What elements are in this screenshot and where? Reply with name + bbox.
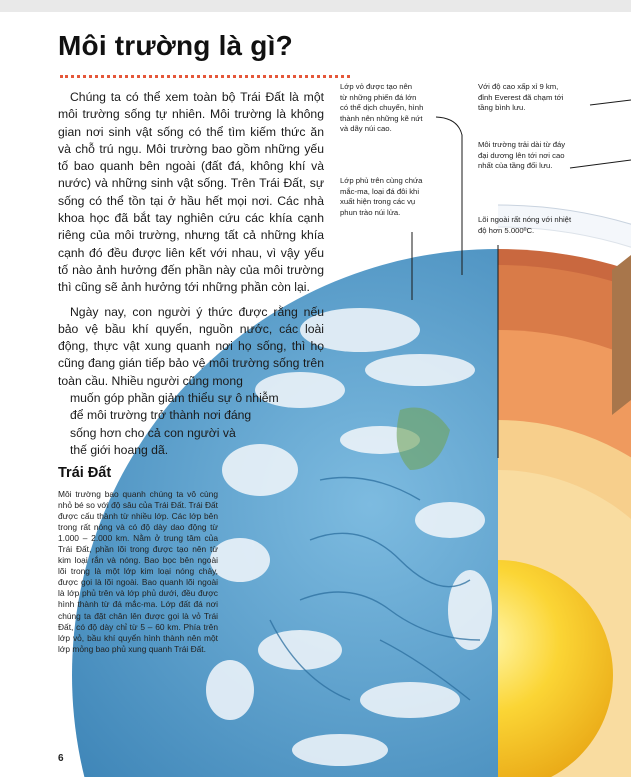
annotation-line: nhất của tầng đối lưu. (478, 161, 553, 170)
annotation-everest (478, 82, 598, 114)
intro-line: Nhiều người cũng mong (111, 373, 243, 388)
page-title: Môi trường là gì? (58, 30, 293, 61)
intro-paragraph-1: Chúng ta có thể xem toàn bộ Trái Đất là một môi trường sống tự nhiên. Môi trường là không gian nơi sinh vật sống có thể tìm kiếm thức ăn và chỗ trú ngụ. Môi trường bao gồm những yếu tố bao quanh bên ngoài (đất đá, không khí và nước) và những sinh vật sống. Trên Trái Đất, sự sống có thể tồn tại ở hầu hết mọi nơi. Các nhà khoa học đã bắt tay nghiên cứu các khía cạnh riêng của môi trường, nhưng tất cả những khía cạnh đó đều được liên kết với nhau, vì vậy yếu tố nào ảnh hưởng đến phần này của môi trường thì cũng sẽ ảnh hưởng tới những phần còn lại. (58, 90, 324, 295)
annotation-atmosphere (478, 140, 603, 172)
annotation-line: Với độ cao xấp xỉ 9 km, (478, 82, 559, 91)
annotation-line: có thể dịch chuyển, hình (340, 103, 424, 112)
annotation-line: từ những phiến đá lớn (340, 92, 417, 102)
annotation-line: tầng bình lưu. (478, 103, 526, 112)
annotation-line: đỉnh Everest đã chạm tới (478, 92, 564, 102)
annotation-upper-mantle (340, 176, 445, 218)
intro-line: sống hơn cho cả con người và (70, 425, 236, 440)
annotation-line: Môi trường trải dài từ đáy (478, 140, 566, 149)
intro-line: để môi trường trở thành nơi đáng (70, 408, 252, 423)
annotation-line: độ hơn 5.000ºC. (478, 225, 535, 235)
intro-text (58, 89, 324, 459)
intro-line: muốn góp phần giảm thiểu sự ô nhiễm (70, 391, 279, 406)
annotation-outer-core (478, 215, 603, 236)
annotation-crust (340, 82, 458, 135)
page-number: 6 (58, 753, 64, 764)
interior-cross-section-edge (612, 255, 631, 415)
annotation-line: mắc-ma, loại đá đôi khi (340, 186, 420, 196)
annotation-line: phun trào núi lửa. (340, 207, 401, 217)
section-body-earth: Môi trường bao quanh chúng ta vô cùng nhỏ bé so với độ sâu của Trái Đất. Trái Đất được cấu thành từ nhiều lớp. Các lớp bên trong rất nóng và có độ dày dao động từ 1.000 – 2.000 km. Nằm ở trung tâm của Trái Đất, phần lõi trong được tạo nên từ kim loại rắn và nóng. Bao bọc bên ngoài lõi trong là một lớp kim loại nóng chảy, được gọi là lõi ngoài. Bao quanh lõi ngoài là lớp phủ trên và lớp phủ dưới, đều được hình thành từ đá mắc-ma. Lớp đất đá nơi chúng ta đặt chân lên được gọi là vỏ Trái Đất, có độ dày chỉ từ 5 – 60 km. Phía trên lớp vỏ, bầu khí quyển hình thành nên một lớp mỏng bao phủ xung quanh Trái Đất. (58, 489, 218, 654)
annotation-line: đại dương lên tới nơi cao (478, 150, 565, 160)
title-dotted-divider (60, 75, 350, 78)
annotation-line: xuất hiện trong các vụ (340, 197, 416, 206)
section-title-earth: Trái Đất (58, 465, 112, 481)
intro-line: thế giới hoang dã. (70, 442, 169, 457)
intro-paragraph-2 (58, 304, 324, 460)
annotation-line: Lớp vỏ được tạo nên (340, 82, 413, 91)
annotation-line: Lõi ngoài rất nóng với nhiệt (478, 215, 572, 224)
intro-paragraph-2-lead: Ngày nay, con người ý thức được rằng nếu bảo vệ bầu khí quyển, nguồn nước, các loài động, thực vật xung quanh nơi họ sống, thì họ cũng đang gián tiếp bảo vệ môi trường sống trên toàn cầu. (58, 304, 324, 388)
annotation-line: và dãy núi cao. (340, 124, 392, 133)
annotation-line: Lớp phủ trên cùng chứa (340, 176, 423, 185)
annotation-line: thành nên những kẽ nứt (340, 113, 423, 123)
